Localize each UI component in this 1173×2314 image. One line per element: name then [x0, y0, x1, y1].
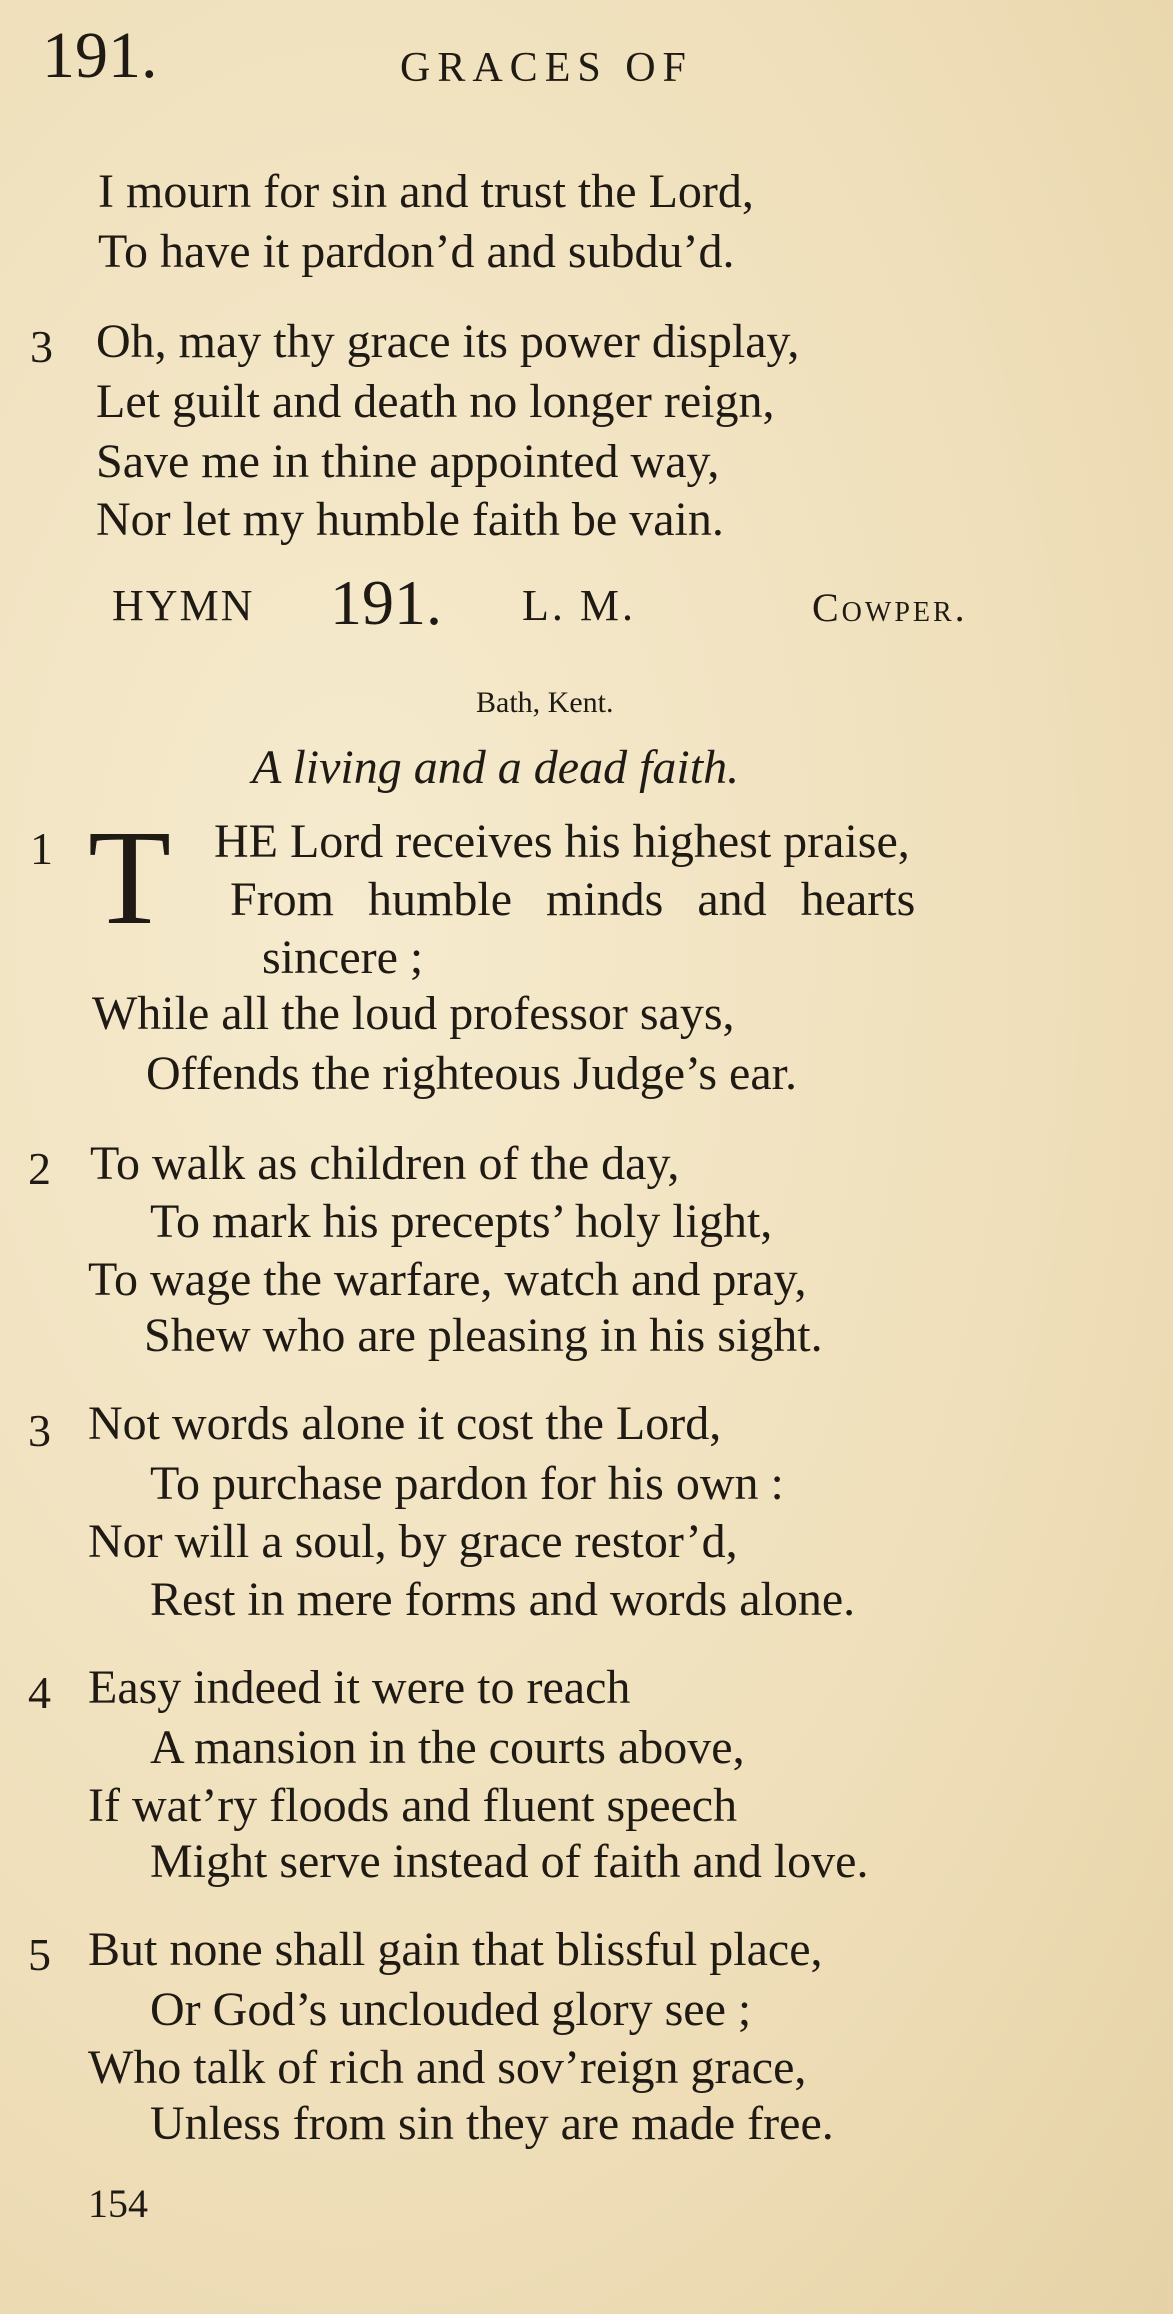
continuation-line-2: To have it pardon’d and subdu’d.	[98, 225, 735, 278]
verse-4-line-3: If wat’ry floods and fluent speech	[88, 1779, 738, 1832]
hymn-subtitle: A living and a dead faith.	[252, 741, 740, 794]
verse-number-3: 3	[28, 1405, 51, 1456]
tune-names: Bath, Kent.	[476, 686, 614, 719]
verse-2-line-3: To wage the warfare, watch and pray,	[88, 1253, 807, 1306]
verse-5-line-4: Unless from sin they are made free.	[150, 2097, 834, 2150]
prev-verse-line-2: Let guilt and death no longer reign,	[96, 375, 775, 428]
verse-4-line-1: Easy indeed it were to reach	[88, 1661, 631, 1714]
verse-1-line-2: From humble minds and hearts	[230, 873, 916, 926]
verse-3-line-2: To purchase pardon for his own :	[150, 1457, 784, 1510]
verse-number-2: 2	[28, 1143, 51, 1194]
verse-4-line-2: A mansion in the courts above,	[150, 1721, 745, 1774]
prev-verse-number: 3	[30, 321, 53, 372]
verse-3-line-3: Nor will a soul, by grace restor’d,	[88, 1515, 738, 1568]
page-number: 191.	[42, 19, 158, 92]
hymn-number: 191.	[330, 567, 442, 638]
running-title: GRACES OF	[400, 45, 693, 91]
verse-number-4: 4	[28, 1667, 51, 1718]
verse-5-line-2: Or God’s unclouded glory see ;	[150, 1983, 752, 2036]
prev-verse-line-4: Nor let my humble faith be vain.	[96, 493, 724, 546]
verse-4-line-4: Might serve instead of faith and love.	[150, 1835, 869, 1888]
hymn-author: Cowper.	[812, 585, 968, 630]
folio-number: 154	[88, 2181, 148, 2226]
hymn-label: HYMN	[112, 581, 255, 630]
verse-3-line-1: Not words alone it cost the Lord,	[88, 1397, 722, 1450]
verse-2-line-1: To walk as children of the day,	[90, 1137, 680, 1190]
verse-5-line-1: But none shall gain that blissful place,	[88, 1923, 823, 1976]
prev-verse-line-1: Oh, may thy grace its power display,	[96, 315, 800, 368]
verse-number-5: 5	[28, 1929, 51, 1980]
prev-verse-line-3: Save me in thine appointed way,	[96, 435, 720, 488]
verse-3-line-4: Rest in mere forms and words alone.	[150, 1573, 856, 1626]
verse-1-line-1: HE Lord receives his highest praise,	[214, 815, 910, 868]
drop-cap: T	[88, 803, 172, 953]
verse-2-line-2: To mark his precepts’ holy light,	[150, 1195, 773, 1248]
verse-number-1: 1	[30, 823, 53, 874]
continuation-line-1: I mourn for sin and trust the Lord,	[98, 165, 754, 218]
verse-2-line-4: Shew who are pleasing in his sight.	[144, 1309, 823, 1362]
verse-1-line-5: Offends the righteous Judge’s ear.	[146, 1047, 797, 1100]
verse-1-line-4: While all the loud professor says,	[92, 987, 735, 1040]
verse-1-line-3: sincere ;	[262, 931, 424, 984]
verse-5-line-3: Who talk of rich and sov’reign grace,	[88, 2041, 807, 2094]
hymn-meter: L. M.	[522, 581, 636, 630]
